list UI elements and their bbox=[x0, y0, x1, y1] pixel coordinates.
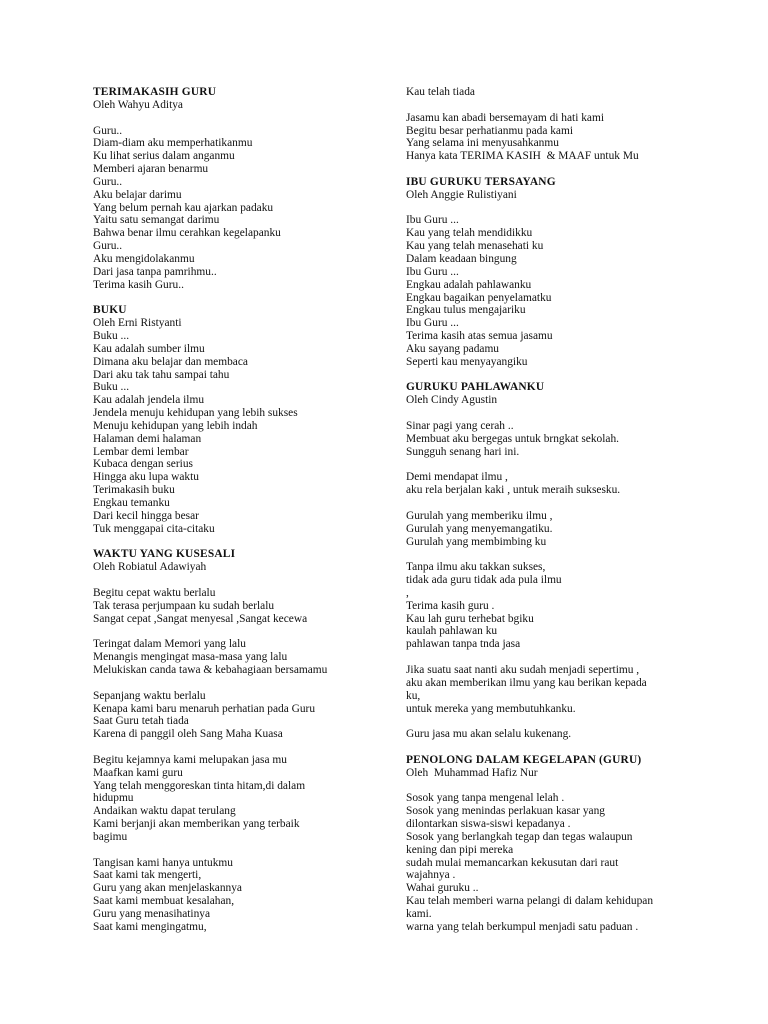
text-line: Terimakasih buku bbox=[93, 484, 175, 497]
text-line: Jika suatu saat nanti aku sudah menjadi sepertimu , bbox=[406, 663, 640, 676]
text-line: Bahwa benar ilmu cerahkan kegelapanku bbox=[93, 227, 281, 240]
text-line: Menuju kehidupan yang lebih indah bbox=[93, 419, 258, 432]
text-line: Ku lihat serius dalam anganmu bbox=[93, 150, 235, 163]
text-line: Kubaca dengan serius bbox=[93, 458, 193, 471]
stanza-break bbox=[93, 677, 393, 690]
text-line: Halaman demi halaman bbox=[93, 432, 202, 445]
text-line: Memberi ajaran benarmu bbox=[93, 163, 209, 176]
stanza-break bbox=[406, 715, 681, 728]
text-line: Guru.. bbox=[93, 175, 123, 188]
text-line: Diam-diam aku memperhatikanmu bbox=[93, 137, 253, 150]
text-line: Sosok yang berlangkah tegap dan tegas walaupun bbox=[406, 830, 633, 843]
right-column bbox=[406, 86, 681, 934]
text-line: Gurulah yang menyemangatiku. bbox=[406, 522, 553, 535]
text-line: Aku sayang padamu bbox=[406, 342, 499, 355]
text-line: Terima kasih atas semua jasamu bbox=[406, 330, 553, 343]
text-line: Kau telah memberi warna pelangi di dalam kehidupan bbox=[406, 895, 654, 908]
stanza-break bbox=[406, 651, 681, 664]
text-line: Sangat cepat ,Sangat menyesal ,Sangat kecewa bbox=[93, 612, 308, 625]
stanza-break bbox=[406, 548, 681, 561]
text-line: Oleh Anggie Rulistiyani bbox=[406, 188, 517, 201]
text-line: Tak terasa perjumpaan ku sudah berlalu bbox=[93, 599, 275, 612]
text-line: dilontarkan siswa-siswi kepadanya . bbox=[406, 818, 571, 831]
text-line: Kau yang telah menasehati ku bbox=[406, 240, 544, 253]
text-line: Hanya kata TERIMA KASIH & MAAF untuk Mu bbox=[406, 150, 639, 163]
text-line: hidupmu bbox=[93, 792, 134, 805]
text-line: Aku mengidolakanmu bbox=[93, 252, 195, 265]
stanza-break bbox=[406, 780, 681, 793]
text-line: sudah mulai memancarkan kekusutan dari raut bbox=[406, 856, 619, 869]
text-line: Membuat aku bergegas untuk brngkat sekolah. bbox=[406, 432, 619, 445]
text-line: wajahnya . bbox=[406, 869, 456, 882]
text-line: Oleh Robiatul Adawiyah bbox=[93, 561, 207, 574]
text-line: Gurulah yang memberiku ilmu , bbox=[406, 509, 553, 522]
text-line: aku rela berjalan kaki , untuk meraih suksesku. bbox=[406, 484, 621, 497]
text-line: Sosok yang menindas perlakuan kasar yang bbox=[406, 805, 605, 818]
text-line: Oleh Erni Ristyanti bbox=[93, 317, 182, 330]
text-line: Lembar demi lembar bbox=[93, 445, 189, 458]
text-line: tidak ada guru tidak ada pula ilmu bbox=[406, 574, 562, 587]
poem-title: IBU GURUKU TERSAYANG bbox=[406, 175, 556, 188]
stanza-break bbox=[406, 407, 681, 420]
text-line: Guru yang menasihatinya bbox=[93, 908, 211, 920]
text-line: Aku belajar darimu bbox=[93, 188, 182, 201]
text-line: Dalam keadaan bingung bbox=[406, 252, 517, 265]
text-line: Jendela menuju kehidupan yang lebih sukses bbox=[93, 407, 298, 420]
stanza-break bbox=[93, 741, 393, 754]
text-line: Kenapa kami baru menaruh perhatian pada Guru bbox=[93, 702, 316, 715]
text-line: Yaitu satu semangat darimu bbox=[93, 214, 220, 227]
text-line: Teringat dalam Memori yang lalu bbox=[93, 638, 246, 651]
text-line: Kau adalah jendela ilmu bbox=[93, 394, 205, 407]
text-line: kening dan pipi mereka bbox=[406, 843, 514, 856]
text-line: Terima kasih Guru.. bbox=[93, 278, 184, 291]
text-line: Ibu Guru ... bbox=[406, 214, 459, 227]
text-line: Tangisan kami hanya untukmu bbox=[93, 856, 233, 869]
text-line: Terima kasih guru . bbox=[406, 599, 495, 612]
text-line: Kau yang telah mendidikku bbox=[406, 227, 533, 240]
text-line: Seperti kau menyayangiku bbox=[406, 355, 528, 368]
text-line: , bbox=[406, 586, 409, 599]
text-line: Ibu Guru ... bbox=[406, 265, 459, 278]
poem-title: WAKTU YANG KUSESALI bbox=[93, 548, 236, 561]
text-line: Engkau adalah pahlawanku bbox=[406, 278, 532, 291]
stanza-break bbox=[406, 497, 681, 510]
text-line: Tanpa ilmu aku takkan sukses, bbox=[406, 561, 546, 574]
text-line: Engkau temanku bbox=[93, 497, 170, 509]
poem-title: PENOLONG DALAM KEGELAPAN (GURU) bbox=[406, 753, 642, 766]
text-line: Yang telah menggoreskan tinta hitam,di dalam bbox=[93, 779, 306, 792]
text-line: aku akan memberikan ilmu yang kau berikan kepada bbox=[406, 676, 647, 689]
text-line: Dimana aku belajar dan membaca bbox=[93, 355, 248, 368]
stanza-break bbox=[406, 369, 681, 382]
text-line: Guru yang akan menjelaskannya bbox=[93, 882, 242, 895]
text-line: Buku ... bbox=[93, 330, 130, 343]
stanza-break bbox=[93, 292, 393, 305]
poem-title: GURUKU PAHLAWANKU bbox=[406, 381, 545, 394]
left-column bbox=[93, 86, 393, 934]
stanza-break bbox=[93, 844, 393, 857]
text-line: Wahai guruku .. bbox=[406, 882, 479, 895]
text-line: Jasamu kan abadi bersemayam di hati kami bbox=[406, 111, 605, 124]
text-line: Maafkan kami guru bbox=[93, 766, 183, 779]
text-line: Ibu Guru ... bbox=[406, 317, 459, 330]
text-line: Oleh Cindy Agustin bbox=[406, 394, 498, 407]
text-line: Kami berjanji akan memberikan yang terbaik bbox=[93, 818, 300, 831]
text-line: Tuk menggapai cita-citaku bbox=[93, 522, 215, 535]
text-line: Begitu cepat waktu berlalu bbox=[93, 586, 216, 599]
text-line: ku, bbox=[406, 689, 421, 702]
stanza-break bbox=[93, 625, 393, 638]
text-line: kaulah pahlawan ku bbox=[406, 625, 498, 638]
text-line: warna yang telah berkumpul menjadi satu paduan . bbox=[406, 920, 639, 933]
text-line: Karena di panggil oleh Sang Maha Kuasa bbox=[93, 728, 283, 741]
text-line: Begitu besar perhatianmu pada kami bbox=[406, 124, 574, 137]
stanza-break bbox=[93, 536, 393, 549]
stanza-break bbox=[406, 458, 681, 471]
text-line: Guru.. bbox=[93, 240, 123, 253]
stanza-break bbox=[406, 741, 681, 754]
poem-title: BUKU bbox=[93, 304, 127, 317]
text-line: Sungguh senang hari ini. bbox=[406, 445, 520, 458]
text-line: Andaikan waktu dapat terulang bbox=[93, 805, 236, 818]
text-line: kami. bbox=[406, 908, 432, 920]
text-line: Hingga aku lupa waktu bbox=[93, 471, 199, 484]
stanza-break bbox=[93, 112, 393, 125]
text-line: Oleh Muhammad Hafiz Nur bbox=[406, 766, 538, 779]
stanza-break bbox=[406, 99, 681, 112]
stanza-break bbox=[93, 574, 393, 587]
text-line: Dari aku tak tahu sampai tahu bbox=[93, 368, 230, 381]
text-line: Menangis mengingat masa-masa yang lalu bbox=[93, 651, 288, 664]
text-line: Yang selama ini menyusahkanmu bbox=[406, 137, 559, 150]
text-line: Kau lah guru terhebat bgiku bbox=[406, 612, 534, 625]
text-line: Engkau bagaikan penyelamatku bbox=[406, 291, 552, 304]
text-line: pahlawan tanpa tnda jasa bbox=[406, 638, 521, 651]
text-line: Dari jasa tanpa pamrihmu.. bbox=[93, 265, 217, 278]
text-line: Saat kami mengingatmu, bbox=[93, 920, 207, 933]
text-line: Kau adalah sumber ilmu bbox=[93, 342, 205, 355]
text-line: Melukiskan canda tawa & kebahagiaan bersamamu bbox=[93, 663, 328, 676]
poem-title: TERIMAKASIH GURU bbox=[93, 86, 217, 98]
text-line: Dari kecil hingga besar bbox=[93, 509, 199, 522]
text-line: Sinar pagi yang cerah .. bbox=[406, 419, 514, 432]
text-line: Yang belum pernah kau ajarkan padaku bbox=[93, 201, 274, 214]
text-line: Sepanjang waktu berlalu bbox=[93, 689, 206, 702]
text-line: Gurulah yang membimbing ku bbox=[406, 535, 547, 548]
stanza-break bbox=[406, 163, 681, 176]
text-line: Demi mendapat ilmu , bbox=[406, 471, 508, 484]
text-line: Saat kami tak mengerti, bbox=[93, 869, 202, 882]
stanza-break bbox=[406, 202, 681, 215]
text-line: Sosok yang tanpa mengenal lelah . bbox=[406, 792, 565, 805]
text-line: Saat Guru tetah tiada bbox=[93, 715, 189, 728]
text-line: Oleh Wahyu Aditya bbox=[93, 98, 183, 111]
text-line: Kau telah tiada bbox=[406, 86, 475, 98]
text-line: Buku ... bbox=[93, 381, 130, 394]
text-line: Engkau tulus mengajariku bbox=[406, 304, 526, 317]
text-line: Guru.. bbox=[93, 124, 123, 137]
text-line: Saat kami membuat kesalahan, bbox=[93, 895, 235, 908]
text-line: Guru jasa mu akan selalu kukenang. bbox=[406, 728, 572, 741]
text-line: untuk mereka yang membutuhkanku. bbox=[406, 702, 576, 715]
text-line: bagimu bbox=[93, 830, 128, 843]
text-line: Begitu kejamnya kami melupakan jasa mu bbox=[93, 753, 287, 766]
